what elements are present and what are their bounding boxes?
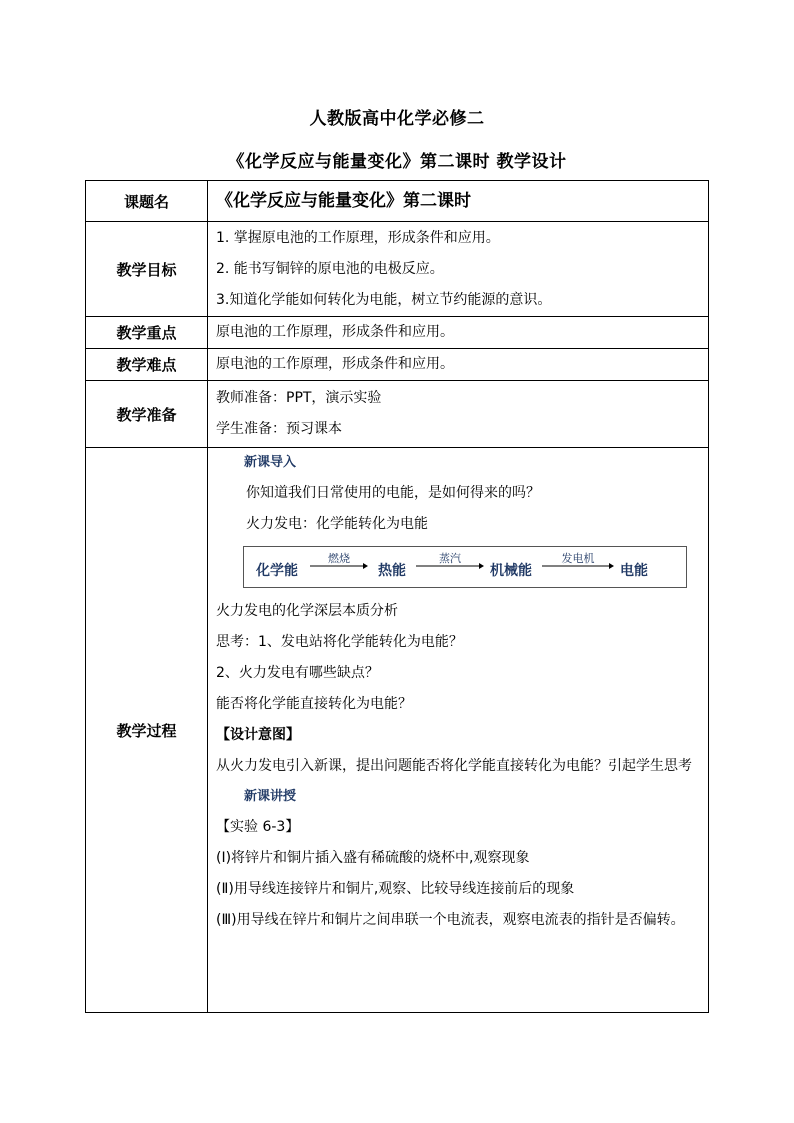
node-chemical-energy: 化学能 (256, 563, 298, 579)
analysis-text: 火力发电的化学深层本质分析 (216, 603, 398, 619)
objective-item: 3.知道化学能如何转化为电能，树立节约能源的意识。 (216, 291, 552, 308)
intro-heading: 新课导入 (244, 455, 297, 470)
lecture-heading: 新课讲授 (244, 789, 297, 804)
design-intent-label: 【设计意图】 (216, 727, 300, 743)
node-thermal-energy: 热能 (378, 563, 406, 579)
preparation-label: 教学准备 (86, 381, 208, 448)
intro-question: 你知道我们日常使用的电能，是如何得来的吗？ (246, 485, 540, 501)
arrow-label: 燃烧 (328, 552, 350, 565)
topic-label: 课题名 (86, 181, 208, 222)
teacher-preparation: 教师准备：PPT，演示实验 (216, 390, 382, 406)
student-preparation: 学生准备：预习课本 (216, 421, 342, 437)
row-key-points (86, 317, 709, 349)
arrow-generator (542, 547, 614, 587)
experiment-label: 【实验 6-3】 (216, 819, 300, 835)
think-question-1: 思考：1、发电站将化学能转化为电能？ (216, 634, 463, 650)
process-label: 教学过程 (86, 448, 208, 1013)
row-difficulties (86, 349, 709, 381)
arrow-label: 发电机 (561, 552, 595, 565)
row-preparation (86, 381, 709, 448)
arrow-combustion (310, 547, 368, 587)
document-title: 人教版高中化学必修二 (309, 109, 485, 129)
experiment-step-2: (Ⅱ)用导线连接锌片和铜片,观察、比较导线连接前后的现象 (216, 881, 575, 897)
objective-item: 2. 能书写铜锌的原电池的电极反应。 (216, 260, 444, 277)
right-arrow-icon (416, 561, 484, 571)
row-objectives (86, 222, 709, 317)
arrow-label: 蒸汽 (439, 552, 461, 565)
think-question-3: 能否将化学能直接转化为电能？ (216, 696, 412, 712)
think-question-2: 2、火力发电有哪些缺点？ (216, 665, 379, 681)
design-intent-text: 从火力发电引入新课，提出问题能否将化学能直接转化为电能？引起学生思考 (216, 758, 692, 774)
difficulties-value: 原电池的工作原理，形成条件和应用。 (216, 356, 454, 372)
document-subtitle: 《化学反应与能量变化》第二课时 教学设计 (227, 152, 567, 172)
key-points-value: 原电池的工作原理，形成条件和应用。 (216, 324, 454, 340)
difficulties-label: 教学难点 (86, 349, 208, 381)
right-arrow-icon (310, 561, 368, 571)
topic-value: 《化学反应与能量变化》第二课时 (216, 190, 471, 211)
lesson-plan-table (85, 180, 709, 1013)
objective-item: 1. 掌握原电池的工作原理，形成条件和应用。 (216, 229, 500, 246)
experiment-step-3: (Ⅲ)用导线在锌片和铜片之间串联一个电流表，观察电流表的指针是否偏转。 (216, 912, 685, 928)
objectives-label: 教学目标 (86, 222, 208, 317)
node-electric-energy: 电能 (620, 563, 648, 579)
energy-conversion-diagram (243, 546, 687, 588)
intro-thermal-power: 火力发电：化学能转化为电能 (246, 516, 428, 532)
row-topic (86, 181, 709, 222)
node-mechanical-energy: 机械能 (490, 563, 532, 579)
key-points-label: 教学重点 (86, 317, 208, 349)
experiment-step-1: (Ⅰ)将锌片和铜片插入盛有稀硫酸的烧杯中,观察现象 (216, 850, 530, 866)
arrow-steam (416, 547, 484, 587)
row-process (86, 448, 709, 1013)
right-arrow-icon (542, 561, 614, 571)
